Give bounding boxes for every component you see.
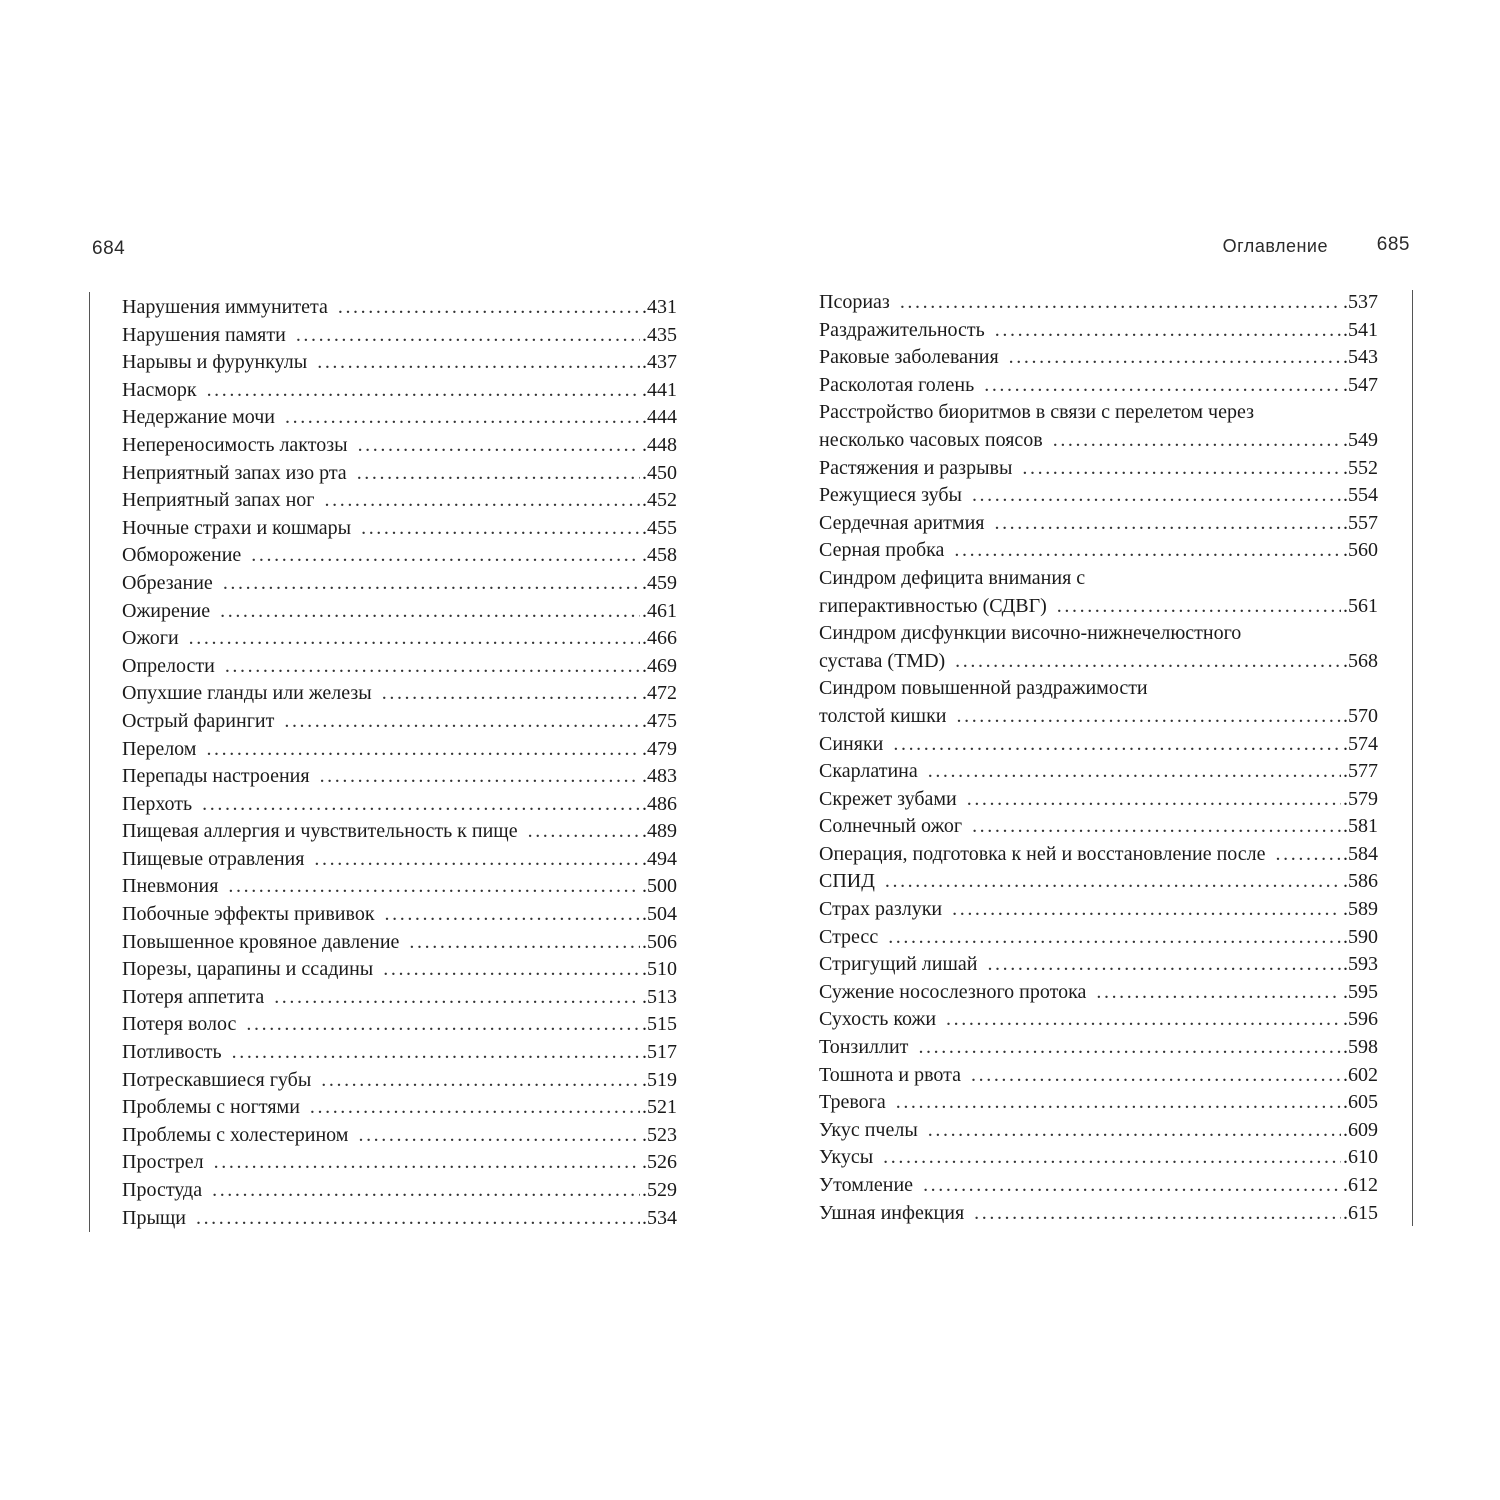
dot-leader	[314, 846, 640, 874]
toc-entry	[819, 841, 1378, 869]
dot-leader	[888, 924, 1341, 952]
dot-leader	[207, 377, 640, 405]
dot-leader	[994, 510, 1341, 538]
toc-entry-page: .579	[1343, 787, 1378, 810]
toc-entry-page: .577	[1343, 760, 1378, 783]
toc-entry-page: .554	[1343, 484, 1378, 507]
toc-entry-page: .584	[1343, 842, 1378, 865]
toc-entry-page: .561	[1343, 594, 1378, 617]
toc-entry-page: .486	[642, 792, 677, 815]
dot-leader	[202, 791, 640, 819]
toc-entry-page: .455	[642, 516, 677, 539]
toc-entry-page: .469	[642, 654, 677, 677]
toc-entry-title-line: Расстройство биоритмов в связи с перелетом через	[819, 401, 1254, 424]
toc-entry	[122, 625, 677, 653]
dot-leader	[246, 1011, 640, 1039]
toc-entry-title: Перепады настроения	[122, 765, 310, 788]
toc-entry-page: .541	[1343, 318, 1378, 341]
toc-entry-title: Опрелости	[122, 654, 215, 677]
toc-entry	[122, 1011, 677, 1039]
toc-entry	[819, 317, 1378, 345]
toc-entry	[122, 1094, 677, 1122]
toc-entry-title: Побочные эффекты прививок	[122, 903, 375, 926]
dot-leader	[274, 984, 640, 1012]
toc-entry	[122, 791, 677, 819]
toc-entry	[122, 984, 677, 1012]
toc-entry-page: .519	[642, 1068, 677, 1091]
toc-entry-page: .610	[1343, 1146, 1378, 1169]
toc-entry	[819, 979, 1378, 1007]
toc-entry	[819, 455, 1378, 483]
toc-entry	[819, 786, 1378, 814]
toc-entry	[819, 731, 1378, 759]
running-head: Оглавление	[1222, 236, 1328, 256]
dot-leader	[946, 1006, 1341, 1034]
toc-entry-page: .483	[642, 765, 677, 788]
toc-entry-title: Проблемы с ногтями	[122, 1096, 300, 1119]
toc-entry-page: .615	[1343, 1201, 1378, 1224]
toc-entry-page: .515	[642, 1013, 677, 1036]
dot-leader	[528, 818, 640, 846]
toc-entry-title: Прострел	[122, 1151, 204, 1174]
toc-entry-title: Стресс	[819, 925, 879, 948]
toc-entry-page: .552	[1343, 456, 1378, 479]
toc-entry-title: Синяки	[819, 732, 884, 755]
toc-entry-title: Укусы	[819, 1146, 874, 1169]
dot-leader	[206, 736, 640, 764]
toc-entry-title: Нарывы и фурункулы	[122, 351, 308, 374]
toc-entry	[122, 598, 677, 626]
toc-entry	[122, 1205, 677, 1233]
toc-entry-page: .435	[642, 323, 677, 346]
toc-entry-title: Перхоть	[122, 792, 193, 815]
dot-leader	[317, 349, 640, 377]
dot-leader	[954, 537, 1341, 565]
toc-entry	[122, 432, 677, 460]
dot-leader	[251, 542, 640, 570]
toc-entry-page: .537	[1343, 291, 1378, 313]
toc-entry	[122, 929, 677, 957]
toc-entry-title: Повышенное кровяное давление	[122, 930, 400, 953]
toc-entry	[819, 758, 1378, 786]
toc-entry	[122, 294, 677, 322]
dot-leader	[285, 404, 640, 432]
toc-entry-page: .586	[1343, 870, 1378, 893]
toc-entry-title: несколько часовых поясов	[819, 428, 1043, 451]
toc-entry-title: Тошнота и рвота	[819, 1063, 962, 1086]
toc-entry	[819, 924, 1378, 952]
dot-leader	[1009, 344, 1341, 372]
toc-entry-title-line: Синдром дефицита внимания с	[819, 566, 1086, 589]
toc-entry	[819, 648, 1378, 676]
dot-leader	[320, 763, 640, 791]
dot-leader	[974, 1200, 1341, 1228]
dot-leader	[225, 653, 640, 681]
toc-entry-title: Псориаз	[819, 291, 890, 313]
toc-entry-title: Нарушения памяти	[122, 323, 286, 346]
toc-entry-title: Серная пробка	[819, 539, 945, 562]
toc-entry-page: .466	[642, 627, 677, 650]
toc-entry	[122, 570, 677, 598]
toc-entry	[819, 1034, 1378, 1062]
toc-entry-page: .581	[1343, 815, 1378, 838]
dot-leader	[214, 1149, 640, 1177]
dot-leader	[883, 1144, 1341, 1172]
dot-leader	[885, 868, 1341, 896]
toc-entry-title: сустава (TMD)	[819, 649, 946, 672]
dot-leader	[928, 758, 1341, 786]
toc-entry-title: Ожирение	[122, 599, 211, 622]
toc-entry	[122, 460, 677, 488]
toc-entry-title: Операция, подготовка к ней и восстановление после	[819, 842, 1266, 865]
toc-entry-title: Прыщи	[122, 1206, 186, 1229]
toc-entry	[122, 349, 677, 377]
toc-entry	[819, 537, 1378, 565]
toc-entry	[122, 487, 677, 515]
dot-leader	[984, 372, 1341, 400]
dot-leader	[893, 731, 1341, 759]
toc-entry-page: .437	[642, 351, 677, 374]
toc-entry-title: Порезы, царапины и ссадины	[122, 958, 374, 981]
toc-entry-title: Скрежет зубами	[819, 787, 957, 810]
dot-leader	[955, 648, 1341, 676]
right-page	[750, 0, 1500, 1500]
dot-leader	[338, 294, 640, 322]
toc-entry-page: .596	[1343, 1008, 1378, 1031]
toc-entry-page: .506	[642, 930, 677, 953]
toc-entry-title: Ушная инфекция	[819, 1201, 965, 1224]
dot-leader	[1022, 455, 1341, 483]
toc-entry	[122, 404, 677, 432]
toc-entry	[819, 482, 1378, 510]
toc-entry-title: гиперактивностью (СДВГ)	[819, 594, 1047, 617]
dot-leader	[385, 901, 640, 929]
toc-entry-page: .452	[642, 489, 677, 512]
dot-leader	[212, 1177, 640, 1205]
toc-entry-title-line: Синдром повышенной раздражимости	[819, 677, 1148, 700]
toc-entry-page: .444	[642, 406, 677, 429]
dot-leader	[325, 487, 640, 515]
dot-leader	[967, 786, 1341, 814]
toc-entry	[819, 1144, 1378, 1172]
toc-entry	[122, 1067, 677, 1095]
toc-entry	[122, 653, 677, 681]
toc-entry-page: .475	[642, 709, 677, 732]
dot-leader	[189, 625, 640, 653]
toc-entry-page: .589	[1343, 898, 1378, 921]
toc-entry-title: Опухшие гланды или железы	[122, 682, 372, 705]
dot-leader	[995, 317, 1341, 345]
toc-entry-page: .534	[642, 1206, 677, 1229]
toc-entry-title: Солнечный ожог	[819, 815, 963, 838]
toc-entry	[819, 289, 1378, 317]
toc-entry	[122, 542, 677, 570]
dot-leader	[228, 873, 640, 901]
toc-entry-title-line: Синдром дисфункции височно-нижнечелюстного	[819, 622, 1242, 645]
toc-entry-title: Растяжения и разрывы	[819, 456, 1013, 479]
toc-entry	[122, 322, 677, 350]
toc-entry-page: .494	[642, 847, 677, 870]
toc-entry-title: Неприятный запах ног	[122, 489, 315, 512]
toc-entry-page: .549	[1343, 428, 1378, 451]
dot-leader	[896, 1089, 1341, 1117]
toc-entry-title: Непереносимость лактозы	[122, 433, 348, 456]
toc-entry	[819, 1172, 1378, 1200]
toc-entry-page: .448	[642, 433, 677, 456]
toc-entry-page: .504	[642, 903, 677, 926]
toc-entry-title: Стригущий лишай	[819, 953, 978, 976]
toc-entry-title: Потрескавшиеся губы	[122, 1068, 312, 1091]
toc-entry	[819, 1006, 1378, 1034]
toc-entry-title: Острый фарингит	[122, 709, 275, 732]
page-number: 685	[1376, 234, 1410, 255]
toc-list	[122, 294, 677, 1232]
toc-entry-page: .568	[1343, 649, 1378, 672]
toc-entry-page: .595	[1343, 980, 1378, 1003]
toc-entry-page: .593	[1343, 953, 1378, 976]
dot-leader	[1096, 979, 1341, 1007]
toc-entry	[122, 708, 677, 736]
toc-entry-page: .458	[642, 544, 677, 567]
margin-rule	[1412, 290, 1413, 1226]
toc-entry	[819, 1089, 1378, 1117]
toc-entry-title: Скарлатина	[819, 760, 918, 783]
toc-entry-page: .612	[1343, 1174, 1378, 1196]
toc-entry-title: Раздражительность	[819, 318, 985, 341]
toc-entry	[819, 372, 1378, 400]
toc-entry-title: Недержание мочи	[122, 406, 275, 429]
toc-entry	[122, 818, 677, 846]
dot-leader	[321, 1067, 640, 1095]
toc-entry-title: Обморожение	[122, 544, 242, 567]
toc-entry-title: Режущиеся зубы	[819, 484, 962, 507]
toc-entry-page: .526	[642, 1151, 677, 1174]
toc-entry-title: Сужение носослезного протока	[819, 980, 1087, 1003]
toc-entry-page: .489	[642, 820, 677, 843]
dot-leader	[928, 1117, 1341, 1145]
dot-leader	[957, 703, 1342, 731]
toc-entry-page: .547	[1343, 373, 1378, 396]
dot-leader	[357, 460, 640, 488]
toc-entry-title: Проблемы с холестерином	[122, 1123, 349, 1146]
toc-entry-page: .479	[642, 737, 677, 760]
margin-rule	[89, 292, 90, 1232]
dot-leader	[409, 929, 640, 957]
toc-entry-page: .431	[642, 296, 677, 318]
toc-entry	[819, 344, 1378, 372]
toc-entry-page: .529	[642, 1179, 677, 1201]
dot-leader	[1276, 841, 1341, 869]
toc-entry-title: Нарушения иммунитета	[122, 296, 328, 318]
toc-entry-page: .574	[1343, 732, 1378, 755]
toc-entry	[819, 593, 1378, 621]
toc-entry	[122, 1039, 677, 1067]
dot-leader	[284, 708, 640, 736]
dot-leader	[310, 1094, 640, 1122]
toc-entry-page: .513	[642, 985, 677, 1008]
toc-entry-title: Простуда	[122, 1179, 203, 1201]
toc-entry-title: толстой кишки	[819, 704, 947, 727]
dot-leader	[383, 956, 640, 984]
toc-entry-page: .517	[642, 1041, 677, 1064]
toc-entry	[122, 956, 677, 984]
toc-entry	[122, 846, 677, 874]
dot-leader	[358, 432, 640, 460]
toc-entry-page: .461	[642, 599, 677, 622]
toc-entry-title: Пищевые отравления	[122, 847, 305, 870]
toc-entry-page: .570	[1343, 704, 1378, 727]
dot-leader	[972, 482, 1341, 510]
dot-leader	[220, 598, 640, 626]
toc-entry-title: Страх разлуки	[819, 898, 943, 921]
toc-entry-title: Потеря волос	[122, 1013, 237, 1036]
dot-leader	[232, 1039, 640, 1067]
toc-entry-page: .459	[642, 571, 677, 594]
toc-entry-title: Насморк	[122, 378, 197, 401]
toc-entry-title: Тонзиллит	[819, 1036, 909, 1059]
toc-entry	[122, 901, 677, 929]
dot-leader	[971, 1062, 1341, 1090]
dot-leader	[987, 951, 1341, 979]
dot-leader	[952, 896, 1341, 924]
dot-leader	[918, 1034, 1341, 1062]
toc-entry-title: Сердечная аритмия	[819, 511, 985, 534]
dot-leader	[972, 813, 1341, 841]
toc-entry	[819, 1200, 1378, 1228]
dot-leader	[900, 289, 1341, 317]
toc-entry	[819, 896, 1378, 924]
toc-entry	[819, 813, 1378, 841]
toc-entry	[122, 680, 677, 708]
toc-entry-page: .609	[1343, 1118, 1378, 1141]
dot-leader	[296, 322, 640, 350]
toc-entry-title: Потеря аппетита	[122, 985, 265, 1008]
toc-entry-page: .560	[1343, 539, 1378, 562]
toc-entry-page: .472	[642, 682, 677, 705]
toc-entry-page: .450	[642, 461, 677, 484]
toc-entry-title: Раковые заболевания	[819, 346, 999, 369]
dot-leader	[223, 570, 640, 598]
toc-entry-page: .605	[1343, 1091, 1378, 1114]
dot-leader	[923, 1172, 1341, 1200]
toc-entry	[819, 1117, 1378, 1145]
toc-entry-page: .521	[642, 1096, 677, 1119]
toc-entry-title: Перелом	[122, 737, 197, 760]
toc-entry	[122, 377, 677, 405]
toc-entry-title: СПИД	[819, 870, 875, 893]
toc-entry-page: .500	[642, 875, 677, 898]
toc-entry	[819, 1062, 1378, 1090]
toc-entry-title: Утомление	[819, 1174, 914, 1196]
toc-entry	[122, 736, 677, 764]
toc-entry	[819, 510, 1378, 538]
toc-entry-page: .543	[1343, 346, 1378, 369]
toc-entry-title: Ожоги	[122, 627, 179, 650]
toc-entry-title: Неприятный запах изо рта	[122, 461, 347, 484]
toc-entry	[122, 1149, 677, 1177]
toc-entry-page: .590	[1343, 925, 1378, 948]
dot-leader	[358, 1122, 640, 1150]
toc-entry	[819, 703, 1378, 731]
toc-entry-title: Пищевая аллергия и чувствительность к пище	[122, 820, 518, 843]
dot-leader	[1057, 593, 1341, 621]
dot-leader	[196, 1205, 640, 1233]
toc-entry	[122, 1122, 677, 1150]
toc-entry-title: Укус пчелы	[819, 1118, 918, 1141]
toc-entry-page: .557	[1343, 511, 1378, 534]
toc-entry-page: .523	[642, 1123, 677, 1146]
toc-entry-title: Потливость	[122, 1041, 222, 1064]
toc-entry-title: Обрезание	[122, 571, 213, 594]
toc-entry-title: Тревога	[819, 1091, 886, 1114]
toc-entry	[122, 515, 677, 543]
toc-entry-page: .602	[1343, 1063, 1378, 1086]
toc-entry	[819, 951, 1378, 979]
toc-entry	[122, 763, 677, 791]
dot-leader	[361, 515, 640, 543]
toc-list	[819, 289, 1378, 1227]
toc-entry-title: Расколотая голень	[819, 373, 975, 396]
toc-entry-title: Пневмония	[122, 875, 219, 898]
toc-entry	[122, 873, 677, 901]
page-number: 684	[92, 238, 126, 259]
toc-entry-title: Ночные страхи и кошмары	[122, 516, 352, 539]
dot-leader	[1053, 427, 1341, 455]
toc-entry	[819, 868, 1378, 896]
toc-entry-title: Сухость кожи	[819, 1008, 937, 1031]
toc-entry-page: .510	[642, 958, 677, 981]
toc-entry-page: .441	[642, 378, 677, 401]
toc-entry	[819, 427, 1378, 455]
dot-leader	[382, 680, 640, 708]
toc-entry-page: .598	[1343, 1036, 1378, 1059]
toc-entry	[122, 1177, 677, 1205]
